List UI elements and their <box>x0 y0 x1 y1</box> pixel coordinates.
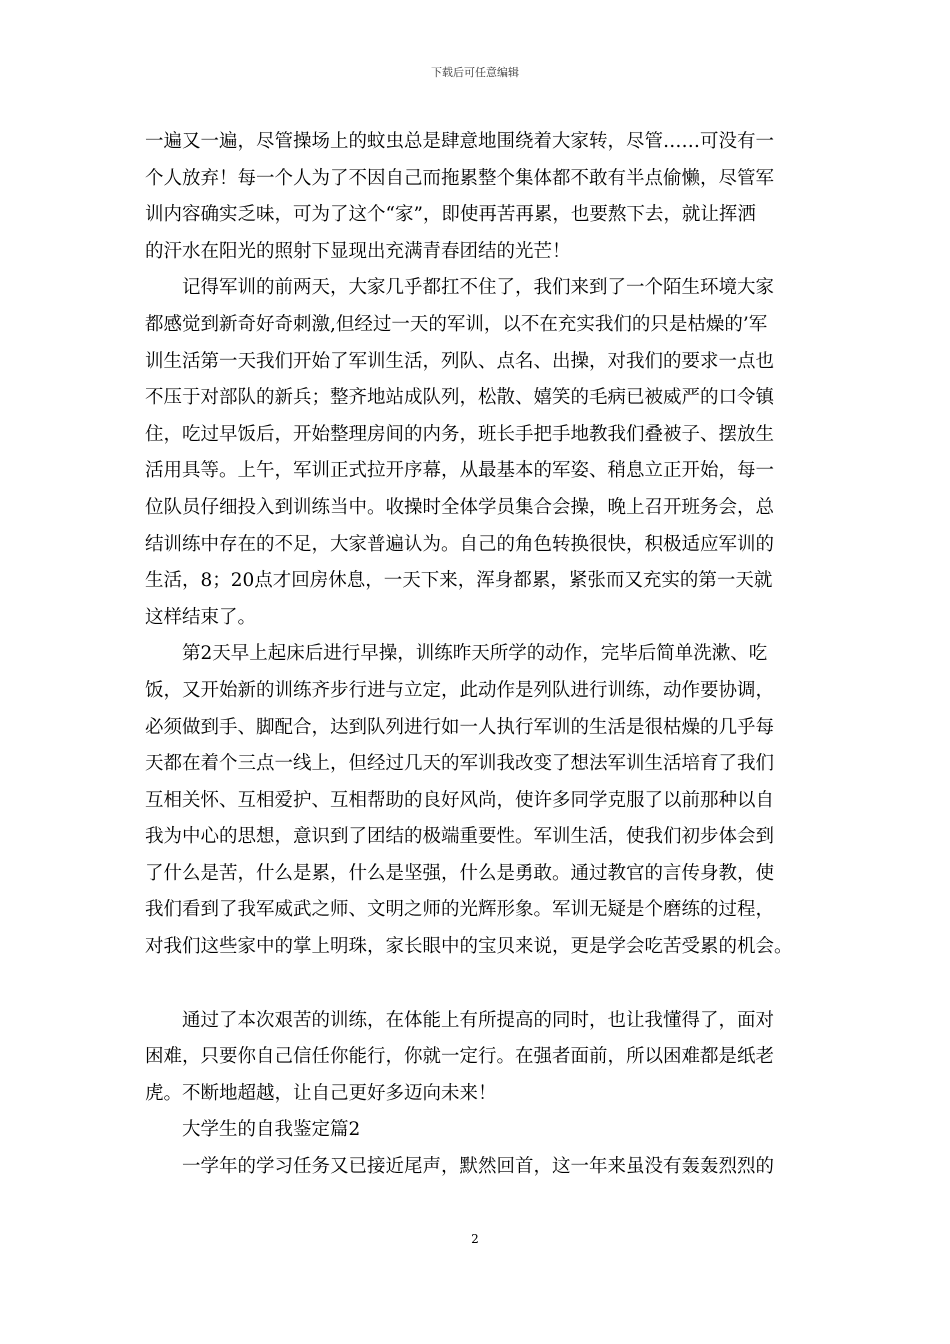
text-line: 对我们这些家中的掌上明珠，家长眼中的宝贝来说，更是学会吃苦受累的机会。 <box>145 936 793 958</box>
text-line: 一学年的学习任务又已接近尾声，默然回首，这一年来虽没有轰轰烈烈的 <box>145 1156 775 1178</box>
text-line: 虎。不断地超越，让自己更好多迈向未来！ <box>145 1082 497 1104</box>
text-line: 我为中心的思想，意识到了团结的极端重要性。军训生活，使我们初步体会到 <box>145 826 775 848</box>
text-line: 困难，只要你自己信任你能行，你就一定行。在强者面前，所以困难都是纸老 <box>145 1046 775 1068</box>
text-line: 生活，8；20点才回房休息，一天下来，浑身都累，紧张而又充实的第一天就 <box>145 570 773 592</box>
text-line: 了什么是苦，什么是累，什么是坚强，什么是勇敢。通过教官的言传身教，使 <box>145 862 775 884</box>
page-header: 下载后可任意编辑 <box>431 66 519 79</box>
text-line: 的汗水在阳光的照射下显现出充满青春团结的光芒！ <box>145 240 571 262</box>
text-line: 我们看到了我军威武之师、文明之师的光辉形象。军训无疑是个磨练的过程， <box>145 899 775 921</box>
text-line: 不压于对部队的新兵；整齐地站成队列，松散、嬉笑的毛病已被威严的口令镇 <box>145 387 775 409</box>
text-line: 这样结束了。 <box>145 606 257 628</box>
text-line: 饭，又开始新的训练齐步行进与立定，此动作是列队进行训练，动作要协调， <box>145 679 775 701</box>
text-line: 必须做到手、脚配合，达到队列进行如一人执行军训的生活是很枯燥的几乎每 <box>145 716 775 738</box>
blank-line <box>145 966 811 1003</box>
page-number: 2 <box>471 1232 479 1246</box>
text-line: 住，吃过早饭后，开始整理房间的内务，班长手把手地教我们叠被子、摆放生 <box>145 423 775 445</box>
text-line: 都感觉到新奇好奇刺激,但经过一天的军训，以不在充实我们的只是枯燥的’军 <box>145 313 768 335</box>
text-line: 第2天早上起床后进行早操，训练昨天所学的动作，完毕后简单洗漱、吃 <box>145 643 768 665</box>
text-line: 个人放弃！每一个人为了不因自己而拖累整个集体都不敢有半点偷懒，尽管军 <box>145 167 775 189</box>
text-line: 互相关怀、互相爱护、互相帮助的良好风尚，使许多同学克服了以前那种以自 <box>145 789 775 811</box>
text-line: 一遍又一遍，尽管操场上的蚊虫总是肆意地围绕着大家转，尽管……可没有一 <box>145 131 775 152</box>
text-line: 活用具等。上午，军训正式拉开序幕，从最基本的军姿、稍息立正开始，每一 <box>145 460 775 482</box>
text-line: 训生活第一天我们开始了军训生活，列队、点名、出操，对我们的要求一点也 <box>145 350 775 372</box>
section-heading: 大学生的自我鉴定篇2 <box>145 1119 361 1141</box>
text-line: 通过了本次艰苦的训练，在体能上有所提高的同时，也让我懂得了，面对 <box>145 1009 775 1031</box>
text-line: 结训练中存在的不足，大家普遍认为。自己的角色转换很快，积极适应军训的 <box>145 533 775 555</box>
text-line: 位队员仔细投入到训练当中。收操时全体学员集合会操，晚上召开班务会，总 <box>145 496 775 518</box>
text-line: 训内容确实乏味，可为了这个“家”，即使再苦再累，也要熬下去，就让挥洒 <box>145 204 756 226</box>
text-line: 记得军训的前两天，大家几乎都扛不住了，我们来到了一个陌生环境大家 <box>145 277 775 299</box>
text-line: 天都在着个三点一线上，但经过几天的军训我改变了想法军训生活培育了我们 <box>145 753 775 775</box>
document-body <box>145 124 811 1186</box>
